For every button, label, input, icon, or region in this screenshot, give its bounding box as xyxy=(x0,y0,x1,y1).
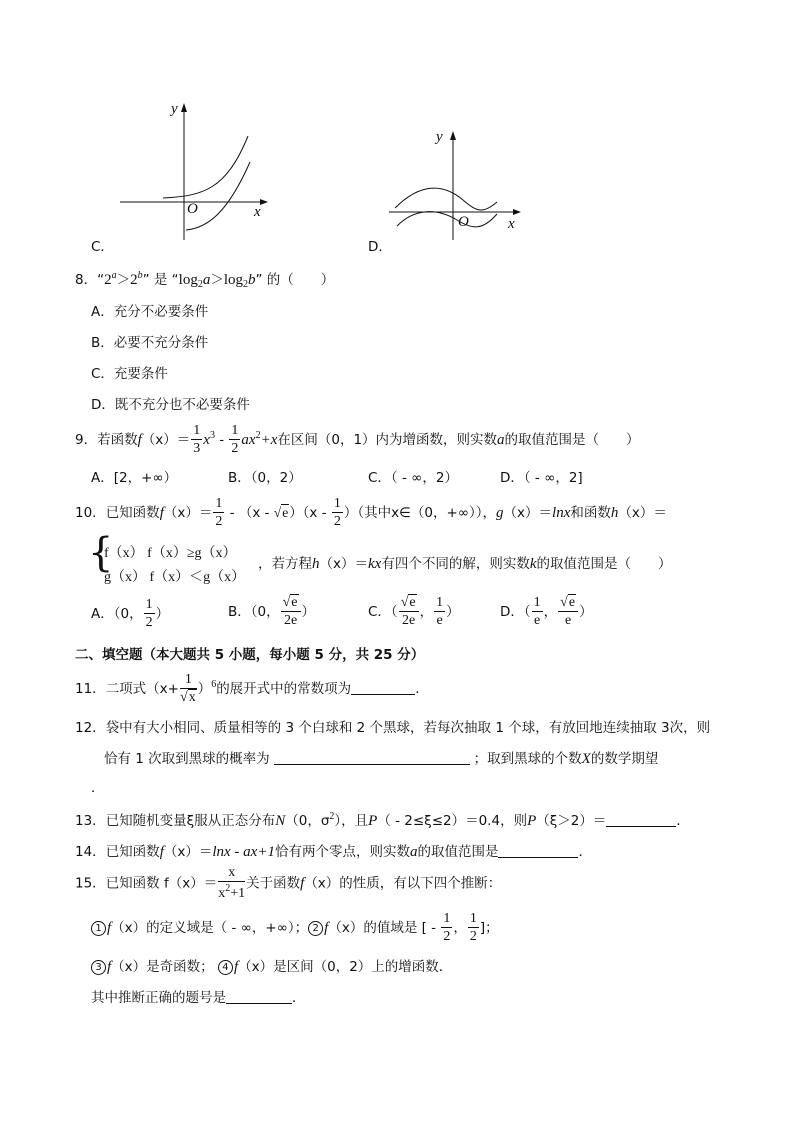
q10-opt-b-tail: ） xyxy=(301,604,316,620)
q15-f4: f xyxy=(233,959,239,975)
q10-option-d xyxy=(500,596,593,628)
q15-circle-3: 3 xyxy=(91,960,106,975)
q10-opt-c-comma: ， xyxy=(419,604,434,620)
q15-s2c: ]； xyxy=(479,920,499,936)
q9-minus: - xyxy=(214,432,229,448)
q10-case-2: g（x） f（x）＜g（x） xyxy=(104,570,246,585)
q10-opt-a-frac xyxy=(144,598,155,630)
q9-frac-half xyxy=(229,424,240,456)
q14-end: ． xyxy=(578,844,592,860)
q11-number: 11． xyxy=(75,681,106,697)
q9-number: 9． xyxy=(75,432,98,448)
q15-s4: （x）是区间（0，2）上的增函数． xyxy=(238,959,453,975)
q12-line2a: 恰有 1 次取到黑球的概率为 xyxy=(104,751,270,767)
q15-line-4 xyxy=(91,986,306,1006)
q15-s2b: ， xyxy=(453,920,467,936)
q13-P: P xyxy=(368,813,378,829)
q10-k: k xyxy=(529,556,537,572)
q8-log2-arg: b xyxy=(248,272,256,288)
q8-base: 2 xyxy=(104,272,112,288)
q10-f: f xyxy=(159,505,164,521)
q10-opt-d-frac1 xyxy=(532,596,543,628)
q10-opt-a-label: A．（0， xyxy=(91,606,143,622)
q10-part2: ）（x - xyxy=(289,505,331,521)
q12-line-2 xyxy=(104,747,658,768)
q8-log2-base: 2 xyxy=(243,279,249,290)
q14-expr: lnx - ax+1 xyxy=(212,844,275,860)
q9-frac-third xyxy=(191,424,202,456)
q10-opt-d-rad: e xyxy=(568,595,576,610)
q15-s3: （x）是奇函数； xyxy=(111,959,214,975)
q8-log2: log xyxy=(223,272,244,288)
q10-lnx: lnx xyxy=(552,505,571,521)
q11-pre: 二项式（x+ xyxy=(105,681,179,697)
q10-piecewise-brace: { xyxy=(88,530,114,576)
q13-answer-blank[interactable] xyxy=(606,814,676,827)
q15-f: f xyxy=(300,875,305,892)
q10-cond-h: h xyxy=(312,556,320,572)
q8-end: ” 的（ ） xyxy=(255,272,335,288)
q10-option-b xyxy=(228,596,315,628)
q9-pow2: 2 xyxy=(255,430,261,441)
q10-opt-d-comma: ， xyxy=(543,604,558,620)
q11-post: 的展开式中的常数项为 xyxy=(216,681,352,697)
q14-f: f xyxy=(159,844,164,860)
q10-opt-c-frac1 xyxy=(399,596,419,628)
q11-frac xyxy=(180,673,197,705)
q10-cond-c: 有四个不同的解，则实数 xyxy=(381,556,530,572)
q12-line2b: ；取到黑球的个数 xyxy=(473,751,582,767)
q14-pre: 已知函数 xyxy=(105,844,160,860)
q10-frac-half xyxy=(213,497,224,529)
q13-N: N xyxy=(275,813,286,829)
q8-exp-b: b xyxy=(137,270,143,281)
q10-opt-a-tail: ） xyxy=(155,606,170,622)
q12-line2c: 的数学期望 xyxy=(590,751,659,767)
q9-ax: ax xyxy=(241,432,256,448)
q15-frac-half xyxy=(468,912,479,944)
q11-end: ． xyxy=(415,681,429,697)
q8-option-b: B．必要不充分条件 xyxy=(91,335,209,351)
q10-opt-c-label: C．（ xyxy=(368,604,398,620)
q15-post1: 关于函数 xyxy=(246,875,301,892)
q8-quote: “ xyxy=(97,272,105,288)
q10-case-1: f（x） f（x）≥g（x） xyxy=(104,546,237,561)
q15-last: 其中推断正确的题号是 xyxy=(91,990,226,1006)
q9-option-d: D．（ - ∞，2] xyxy=(500,470,583,486)
q11-answer-blank[interactable] xyxy=(351,682,415,695)
q10-part3: ）（其中x∈（0，+∞））， xyxy=(343,505,497,521)
q9-option-c: C．（ - ∞，2） xyxy=(368,470,458,486)
q8-option-c: C．充要条件 xyxy=(91,366,168,382)
q10-frac-half2 xyxy=(332,497,343,529)
q15-stem xyxy=(75,866,501,901)
graph-d-plot xyxy=(385,128,525,243)
q9-stem xyxy=(75,423,640,456)
q10-opt-c-den2: e xyxy=(436,613,443,628)
q10-stem xyxy=(75,497,667,529)
q10-frac-den: 2 xyxy=(215,514,223,529)
q10-opt-c-num1: √e xyxy=(399,596,419,612)
q8-gt: ＞ xyxy=(116,272,131,288)
q9-plusx: +x xyxy=(260,432,278,448)
q8-exp-a: a xyxy=(111,270,117,281)
q13-mid: （0，σ xyxy=(285,813,330,829)
q12-line-1 xyxy=(75,716,710,736)
section-2-heading: 二、填空题（本大题共 5 小题，每小题 5 分，共 25 分） xyxy=(75,647,425,663)
q9-frac2-num: 1 xyxy=(231,423,239,438)
q10-opt-d-tail: ） xyxy=(579,604,593,620)
q9-post: 在区间（0，1）内为增函数，则实数 xyxy=(277,432,498,448)
q8-option-d: D．既不充分也不必要条件 xyxy=(91,397,250,413)
q10-opt-b-frac xyxy=(281,596,301,628)
q8-option-a: A．充分不必要条件 xyxy=(91,304,209,320)
q10-opt-b-num: √e xyxy=(281,596,301,612)
q10-frac-num: 1 xyxy=(215,496,223,511)
q13-pow: 2 xyxy=(329,811,335,822)
q10-opt-d-frac2 xyxy=(558,596,578,628)
q12-line1-text: 袋中有大小相同、质量相等的 3 个白球和 2 个黑球，若每次抽取 1 个球，有放回地连续抽取 3次，则 xyxy=(105,720,711,736)
q11-frac-rad: x xyxy=(188,690,196,705)
q10-frac2-num: 1 xyxy=(333,496,341,511)
q10-frac2-den: 2 xyxy=(333,514,341,529)
q10-opt-c-frac2 xyxy=(434,596,445,628)
q9-tail: 的取值范围是（ ） xyxy=(504,432,640,448)
q13-stem xyxy=(75,809,690,830)
q11-close: ） xyxy=(197,681,212,697)
graph-d-origin: O xyxy=(458,214,469,230)
q10-part1: - （x - xyxy=(225,505,274,521)
q13-p2: （ξ＞2）＝ xyxy=(536,813,607,829)
graph-c xyxy=(108,100,278,245)
q12-answer-blank-1[interactable] xyxy=(274,752,470,765)
q9-pow3: 3 xyxy=(209,430,215,441)
graph-c-label: C． xyxy=(91,239,114,255)
graph-d-label: D． xyxy=(368,239,392,255)
q13-pre: 已知随机变量ξ服从正态分布 xyxy=(105,813,276,829)
q8-gt2: ＞ xyxy=(210,272,224,288)
q11-frac-den: √x xyxy=(180,690,196,705)
q9-option-a: A．[2，+∞） xyxy=(91,470,178,486)
q13-mid2: ），且 xyxy=(334,813,369,829)
q10-g: g xyxy=(496,505,504,521)
q15-fr1-den: 2 xyxy=(443,929,451,944)
q10-sqrt-e-rad: e xyxy=(282,505,289,520)
q12-number: 12． xyxy=(75,720,106,736)
q9-frac-den: 3 xyxy=(193,441,201,456)
q15-frac-neg-half xyxy=(441,912,452,944)
q15-f1: f xyxy=(107,920,112,936)
q15-den-pow: 2 xyxy=(225,883,231,894)
q15-fr2-den: 2 xyxy=(469,929,477,944)
graph-c-y-label: y xyxy=(171,101,178,117)
q15-pre: 已知函数 f（x）＝ xyxy=(105,875,218,892)
q8-log1-base: 2 xyxy=(197,279,203,290)
q10-sqrt-e: √e xyxy=(273,505,289,520)
q13-number: 13． xyxy=(75,813,106,829)
q15-post2: （x）的性质，有以下四个推断： xyxy=(304,875,502,892)
q11-stem xyxy=(75,670,429,705)
q10-option-c xyxy=(368,596,460,628)
graph-c-plot xyxy=(108,100,278,245)
q14-eq: （x）＝ xyxy=(163,844,213,860)
q15-s2a: （x）的值域是 [ - xyxy=(328,920,441,936)
q15-end: ． xyxy=(292,990,306,1006)
graph-c-origin: O xyxy=(187,201,198,217)
q10-kx: kx xyxy=(368,556,382,572)
q10-opt-c-tail: ） xyxy=(446,604,460,620)
q14-tail: 的取值范围是 xyxy=(417,844,499,860)
q15-circle-1: 1 xyxy=(91,921,106,936)
q15-line-3 xyxy=(91,955,452,976)
q14-stem xyxy=(75,840,592,861)
q10-opt-d-den1: e xyxy=(534,613,541,628)
q10-opt-a-num: 1 xyxy=(145,597,153,612)
q14-post: 恰有两个零点，则实数 xyxy=(274,844,410,860)
q10-option-a xyxy=(91,598,169,630)
q10-condition xyxy=(258,552,672,573)
q14-answer-blank[interactable] xyxy=(498,845,578,858)
q15-frac xyxy=(218,866,245,901)
q15-f2: f xyxy=(324,920,329,936)
q9-x: x xyxy=(203,432,210,448)
q10-opt-d-num2: √e xyxy=(558,596,578,612)
q15-s1: （x）的定义域是（ - ∞，+∞）； xyxy=(111,920,309,936)
q10-opt-c-rad: e xyxy=(409,595,416,610)
q15-line-2 xyxy=(91,912,499,944)
q8-log1: log xyxy=(178,272,198,288)
q14-number: 14． xyxy=(75,844,106,860)
q10-opt-c-den1: 2e xyxy=(402,613,416,628)
q8-number: 8． xyxy=(75,272,98,288)
q10-cond-b: （x）＝ xyxy=(319,556,368,572)
q12-X: X xyxy=(581,751,591,767)
q9-option-b: B．（0，2） xyxy=(228,470,302,486)
q10-opt-d-label: D．（ xyxy=(500,604,531,620)
q15-den-tail: +1 xyxy=(230,886,246,901)
q9-pre: 若函数 xyxy=(97,432,138,448)
q15-den-x: x xyxy=(218,886,226,901)
q11-frac-num: 1 xyxy=(180,673,197,689)
q10-opt-b-rad: e xyxy=(291,595,298,610)
q10-opt-d-den2: e xyxy=(565,613,572,628)
q14-a: a xyxy=(409,844,418,860)
graph-c-x-label: x xyxy=(254,204,261,220)
q10-opt-b-den: 2e xyxy=(283,613,298,628)
q15-answer-blank[interactable] xyxy=(226,991,292,1004)
graph-d-y-label: y xyxy=(436,129,443,145)
q15-fr1-num: 1 xyxy=(443,911,451,926)
q10-opt-c-num2: 1 xyxy=(436,595,444,610)
q13-P2: P xyxy=(527,813,537,829)
q10-opt-d-num1: 1 xyxy=(533,595,541,610)
q15-f3: f xyxy=(107,959,112,975)
graph-d xyxy=(385,128,525,243)
q10-opt-a-den: 2 xyxy=(145,615,153,630)
q10-h: h xyxy=(610,505,619,521)
q15-circle-4: 4 xyxy=(218,960,233,975)
q10-fx: （x）＝ xyxy=(163,505,213,521)
q10-cond-d: 的取值范围是（ ） xyxy=(536,556,672,572)
q15-number: 15． xyxy=(75,875,106,892)
q12-line-3: ． xyxy=(91,780,105,796)
q9-frac2-den: 2 xyxy=(231,441,239,456)
q8-mid: ” 是 “ xyxy=(142,272,179,288)
q13-end: ． xyxy=(676,813,690,829)
q15-fr2-num: 1 xyxy=(469,911,477,926)
q8-log1-arg: a xyxy=(202,272,211,288)
q10-cond-a: ，若方程 xyxy=(258,556,312,572)
q10-and-h: 和函数 xyxy=(570,505,611,521)
q9-f: f xyxy=(137,432,142,448)
q15-circle-2: 2 xyxy=(308,921,323,936)
q9-frac-num: 1 xyxy=(193,423,201,438)
q10-number: 10． xyxy=(75,505,106,521)
q8-stem xyxy=(75,268,334,290)
q11-pow: 6 xyxy=(211,679,217,690)
q13-p1: （ - 2≤ξ≤2）＝0.4，则 xyxy=(377,813,528,829)
q10-pre: 已知函数 xyxy=(105,505,160,521)
q10-gx: （x）＝ xyxy=(503,505,553,521)
q10-hx: （x）＝ xyxy=(618,505,667,521)
q9-fx: （x）＝ xyxy=(141,432,191,448)
graph-d-x-label: x xyxy=(508,216,515,232)
q10-opt-b-label: B．（0， xyxy=(228,604,280,620)
q8-base2: 2 xyxy=(130,272,138,288)
q15-frac-num: x xyxy=(218,866,245,882)
q9-a: a xyxy=(497,432,505,448)
q15-frac-den xyxy=(218,882,245,901)
